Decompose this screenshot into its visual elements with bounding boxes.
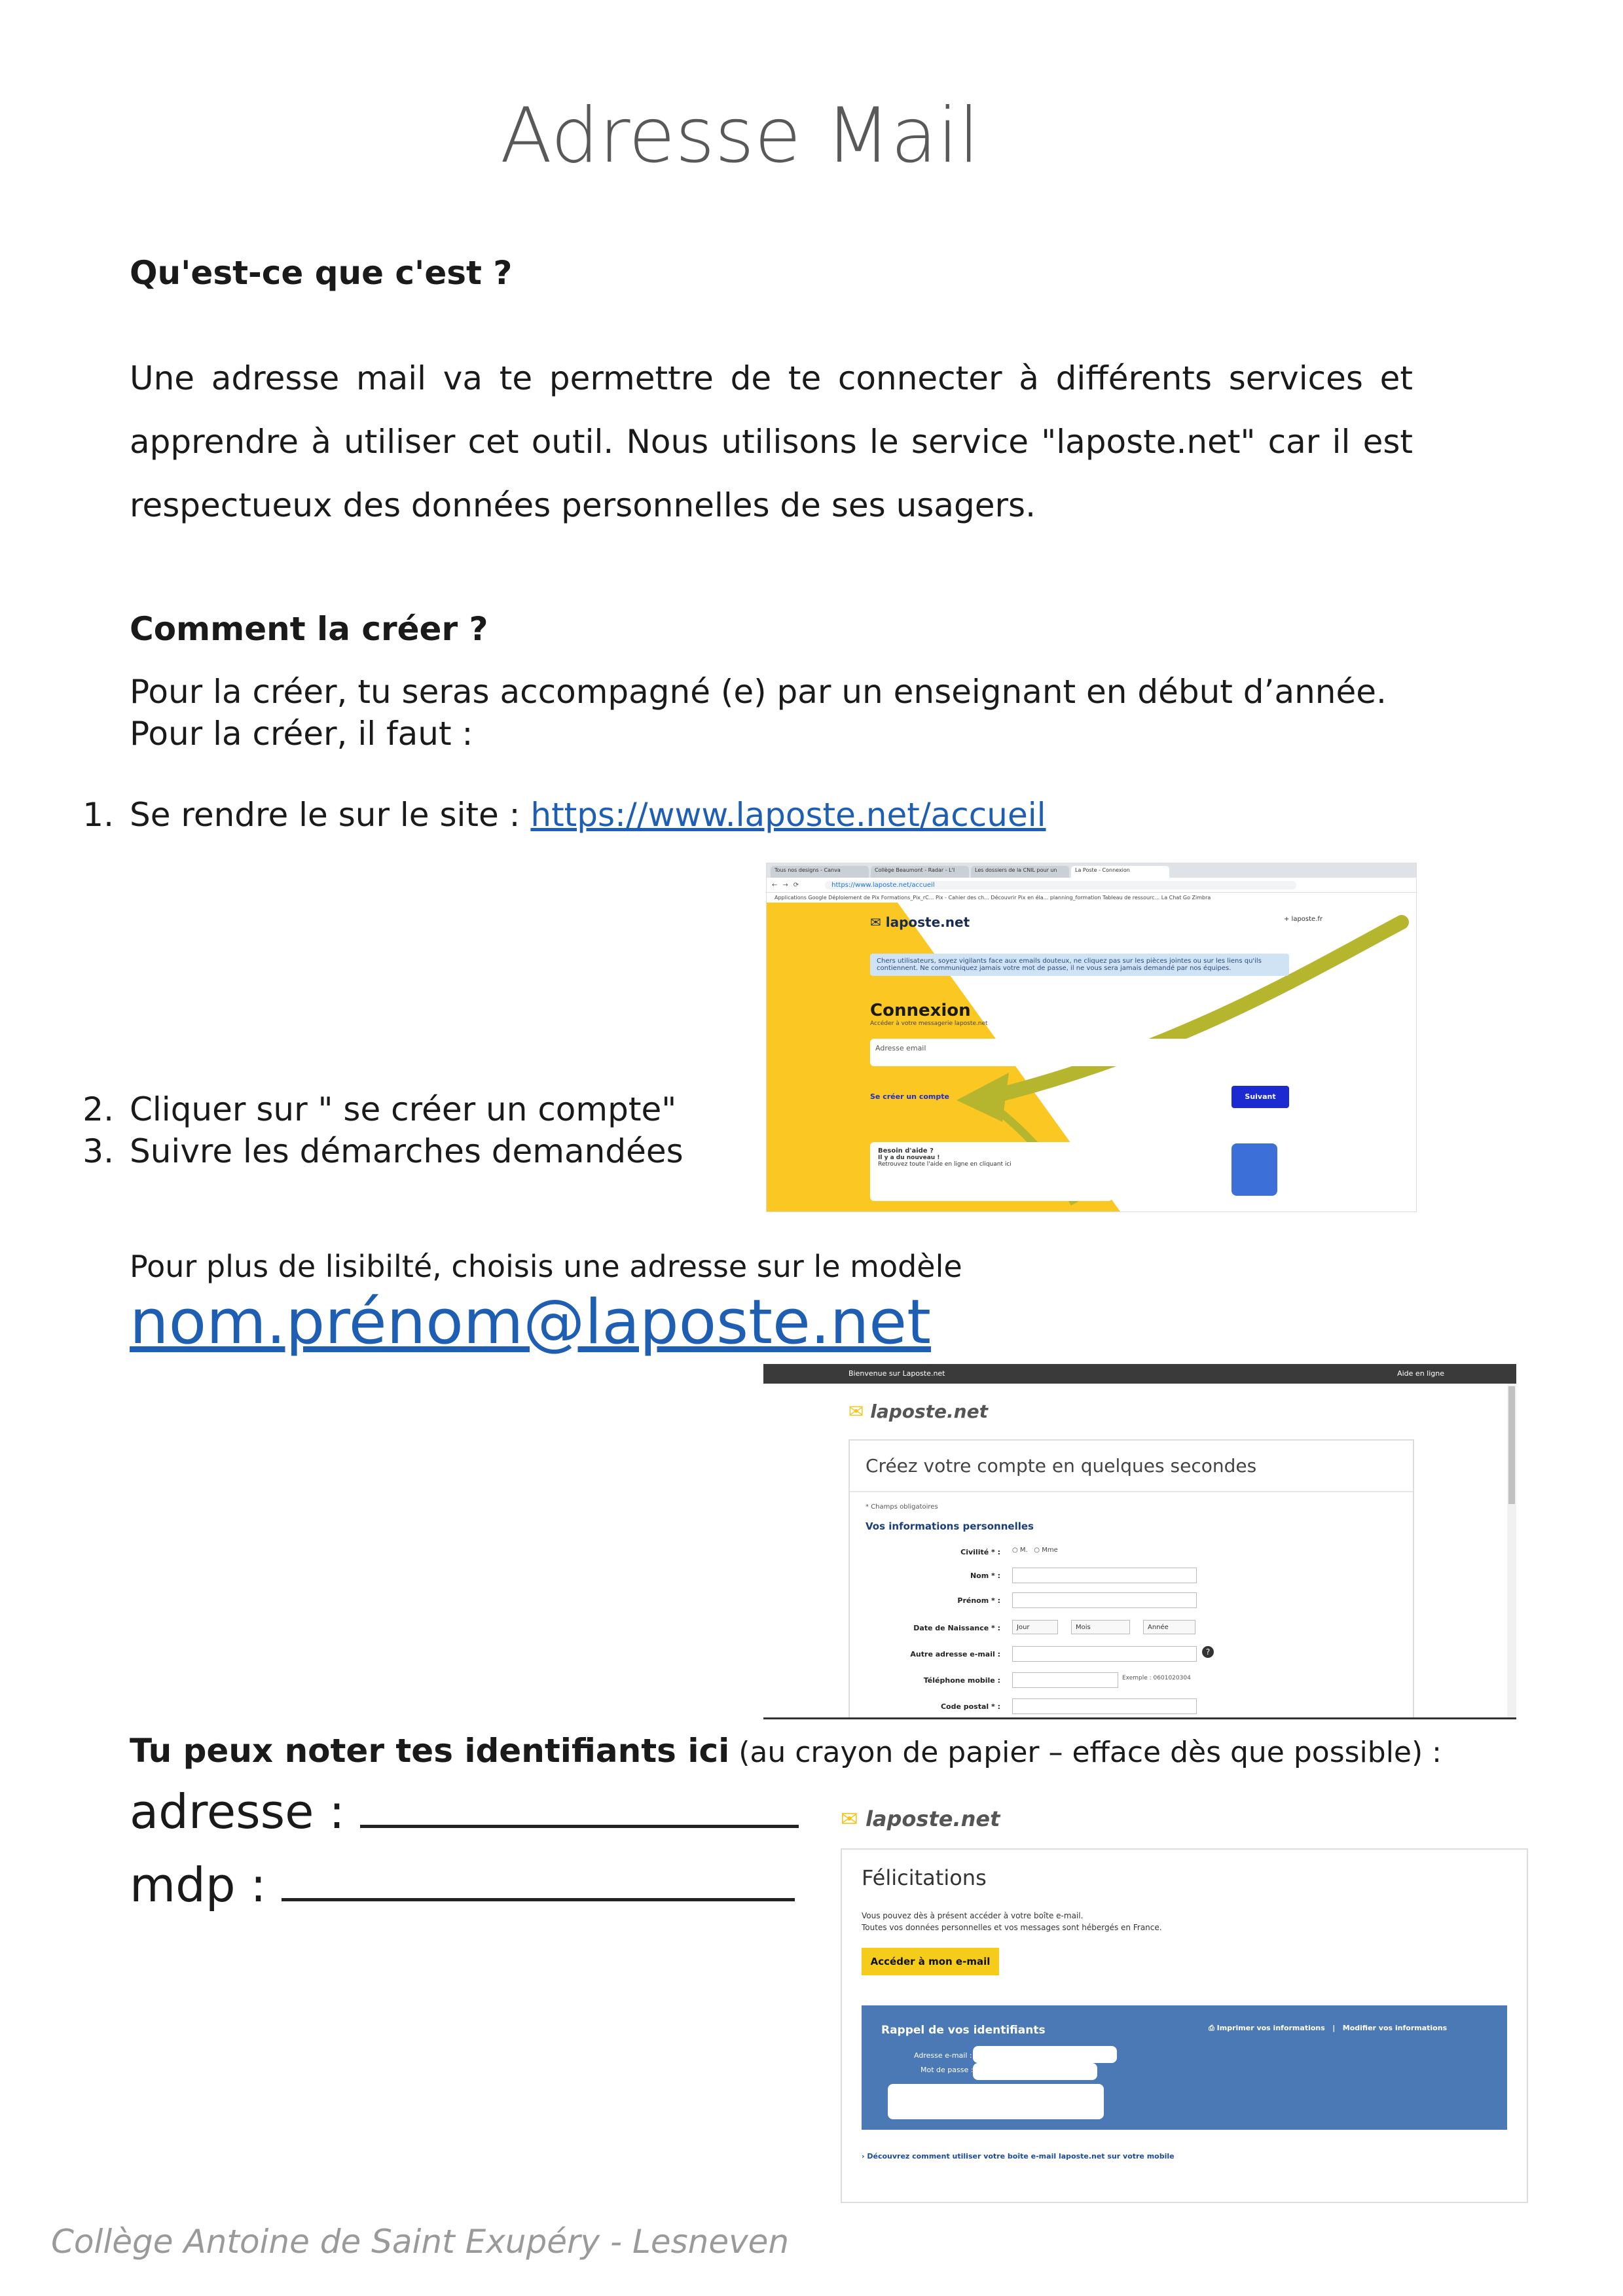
day-select[interactable]: Jour xyxy=(1012,1620,1058,1634)
next-button[interactable]: Suivant xyxy=(1231,1086,1289,1108)
required-note: * Champs obligatoires xyxy=(866,1503,938,1511)
label-date: Date de Naissance * : xyxy=(913,1624,1000,1632)
label-email: Adresse e-mail : xyxy=(914,2051,972,2060)
envelope-icon: ✉ xyxy=(848,1401,864,1422)
prenom-input[interactable] xyxy=(1012,1592,1197,1608)
bookmarks-bar: Applications Google Déploiement de Pix Formations_Pix_rC... Pix - Cahier des ch... Découvrir Pix en éla... planning_formation Tableau de ressourc... La Chat Go Zimbra xyxy=(767,893,1416,904)
print-icon[interactable]: ⎙ xyxy=(1209,2024,1214,2032)
back-icon[interactable]: ← xyxy=(772,881,778,889)
mdp-field xyxy=(130,1857,795,1912)
mdp-write-line[interactable] xyxy=(282,1898,795,1901)
login-subheading: Accéder à votre messagerie laposte.net xyxy=(870,1020,988,1027)
browser-tab[interactable]: Collège Beaumont - Radar - L'I xyxy=(871,866,969,878)
congrats-box xyxy=(841,1848,1528,2203)
help-title: Besoin d'aide ? xyxy=(878,1147,934,1155)
label-phone: Téléphone mobile : xyxy=(923,1676,1000,1685)
screenshot-congratulations xyxy=(841,1801,1528,2200)
security-notice: Chers utilisateurs, soyez vigilants face aux emails douteux, ne cliquez pas sur les pièces jointes ou sur les liens qu'ils contiennent. Ne communiquez jamais votre mot de passe, il ne vous sera jamais demandé par nos équipes. xyxy=(870,954,1289,976)
postal-input[interactable] xyxy=(1012,1698,1197,1714)
step-number: 3. xyxy=(82,1132,114,1170)
access-email-button[interactable]: Accéder à mon e-mail xyxy=(862,1948,999,1975)
help-card xyxy=(870,1142,1112,1201)
label-nom: Nom * : xyxy=(970,1571,1000,1580)
notes-heading xyxy=(130,1732,1442,1770)
browser-tab-strip xyxy=(767,863,1416,878)
congrats-text-2: Toutes vos données personnelles et vos messages sont hébergés en France. xyxy=(862,1923,1162,1932)
reload-icon[interactable]: ⟳ xyxy=(793,881,799,889)
how-line-1: Pour la créer, tu seras accompagné (e) par un enseignant en début d’année. xyxy=(130,673,1387,711)
laposte-logo: ✉ laposte.net xyxy=(870,914,970,930)
label-postal: Code postal * : xyxy=(940,1702,1000,1711)
radio-icon[interactable]: ○ xyxy=(1034,1547,1040,1554)
step-3 xyxy=(62,1132,684,1170)
help-text[interactable]: Retrouvez toute l'aide en ligne en cliquant ici xyxy=(878,1161,1012,1168)
section-heading-how: Comment la créer ? xyxy=(130,610,488,648)
radio-icon[interactable]: ○ xyxy=(1012,1547,1018,1554)
browser-tab-active[interactable]: La Poste - Connexion xyxy=(1071,866,1169,878)
redacted-password xyxy=(973,2063,1097,2080)
footer: Collège Antoine de Saint Exupéry - Lesneven xyxy=(51,2223,790,2261)
month-select[interactable]: Mois xyxy=(1071,1620,1130,1634)
laposte-fr-link[interactable]: + laposte.fr xyxy=(1284,916,1323,923)
section-title: Vos informations personnelles xyxy=(866,1520,1034,1532)
recap-links: ⎙ Imprimer vos informations | Modifier vos informations xyxy=(1209,2024,1448,2032)
redacted-credentials xyxy=(888,2084,1104,2119)
label-civilite: Civilité * : xyxy=(960,1548,1000,1556)
adresse-field xyxy=(130,1784,799,1839)
welcome-text: Bienvenue sur Laposte.net xyxy=(848,1369,945,1378)
step-1 xyxy=(62,796,1046,834)
create-account-link[interactable]: Se créer un compte xyxy=(870,1092,949,1101)
adresse-label: adresse : xyxy=(130,1784,345,1839)
recap-title: Rappel de vos identifiants xyxy=(881,2024,1046,2037)
url-field[interactable]: https://www.laposte.net/accueil xyxy=(825,881,1296,889)
nom-input[interactable] xyxy=(1012,1568,1197,1583)
screenshot-create-account xyxy=(763,1364,1516,1719)
mobile-link[interactable]: › Découvrez comment utiliser votre boîte e-mail laposte.net sur votre mobile xyxy=(862,2152,1175,2161)
label-password: Mot de passe : xyxy=(921,2066,974,2074)
help-icon[interactable]: ? xyxy=(1202,1646,1214,1658)
envelope-icon: ✉ xyxy=(870,914,881,930)
print-link[interactable]: Imprimer vos informations xyxy=(1216,2024,1325,2032)
intro-paragraph: Une adresse mail va te permettre de te connecter à différents services et apprendre à utiliser cet outil. Nous utilisons le service "laposte.net" car il est respectueux des données personnelles de ses usagers. xyxy=(130,359,1413,524)
model-intro: Pour plus de lisibilté, choisis une adresse sur le modèle xyxy=(130,1249,962,1284)
page-title: Adresse Mail xyxy=(500,92,980,180)
signup-form xyxy=(848,1439,1414,1719)
congrats-title: Félicitations xyxy=(862,1865,987,1890)
other-email-input[interactable] xyxy=(1012,1646,1197,1662)
step-number: 1. xyxy=(82,796,114,834)
label-prenom: Prénom * : xyxy=(957,1596,1000,1605)
label-other-email: Autre adresse e-mail : xyxy=(910,1650,1000,1659)
browser-tab[interactable]: Les dossiers de la CNIL pour un xyxy=(971,866,1069,878)
help-new: Il y a du nouveau ! xyxy=(878,1155,940,1161)
browser-tab[interactable]: Tous nos designs - Canva xyxy=(771,866,869,878)
step-text: Se rendre le sur le site : xyxy=(130,796,531,834)
year-select[interactable]: Année xyxy=(1143,1620,1195,1634)
model-address: nom.prénom@laposte.net xyxy=(130,1287,931,1358)
laposte-logo: ✉ laposte.net xyxy=(841,1806,1000,1831)
redacted-email xyxy=(973,2046,1117,2063)
credentials-recap xyxy=(862,2005,1507,2130)
phone-example: Exemple : 0601020304 xyxy=(1122,1675,1191,1681)
notes-heading-rest: (au crayon de papier – efface dès que possible) : xyxy=(729,1736,1442,1769)
congrats-text-1: Vous pouvez dès à présent accéder à votre boîte e-mail. xyxy=(862,1911,1084,1920)
email-input[interactable]: Adresse email xyxy=(870,1039,1289,1066)
forward-icon[interactable]: → xyxy=(782,881,788,889)
laposte-link[interactable]: https://www.laposte.net/accueil xyxy=(530,796,1046,834)
screenshot-laposte-login xyxy=(766,863,1417,1212)
envelope-icon: ✉ xyxy=(841,1806,858,1831)
top-bar xyxy=(763,1364,1516,1384)
form-title: Créez votre compte en quelques secondes xyxy=(850,1441,1413,1492)
notes-heading-bold: Tu peux noter tes identifiants ici xyxy=(130,1732,730,1770)
civilite-radios: ○ M. ○ Mme xyxy=(1012,1547,1058,1554)
adresse-write-line[interactable] xyxy=(360,1825,799,1828)
section-heading-what: Qu'est-ce que c'est ? xyxy=(130,254,513,292)
edit-link[interactable]: Modifier vos informations xyxy=(1342,2024,1448,2032)
help-online-link[interactable]: Aide en ligne xyxy=(1397,1369,1444,1378)
help-illustration xyxy=(1231,1143,1277,1196)
phone-input[interactable] xyxy=(1012,1672,1118,1688)
login-page-background xyxy=(767,903,1416,1211)
step-text: Cliquer sur " se créer un compte" xyxy=(130,1090,677,1128)
how-line-2: Pour la créer, il faut : xyxy=(130,715,473,753)
mdp-label: mdp : xyxy=(130,1857,266,1912)
step-number: 2. xyxy=(82,1090,114,1128)
scrollbar-thumb[interactable] xyxy=(1508,1386,1515,1504)
login-heading: Connexion xyxy=(870,1001,971,1020)
step-text: Suivre les démarches demandées xyxy=(130,1132,684,1170)
laposte-logo: ✉ laposte.net xyxy=(848,1401,988,1422)
step-2 xyxy=(62,1090,676,1128)
browser-address-bar xyxy=(767,878,1416,893)
